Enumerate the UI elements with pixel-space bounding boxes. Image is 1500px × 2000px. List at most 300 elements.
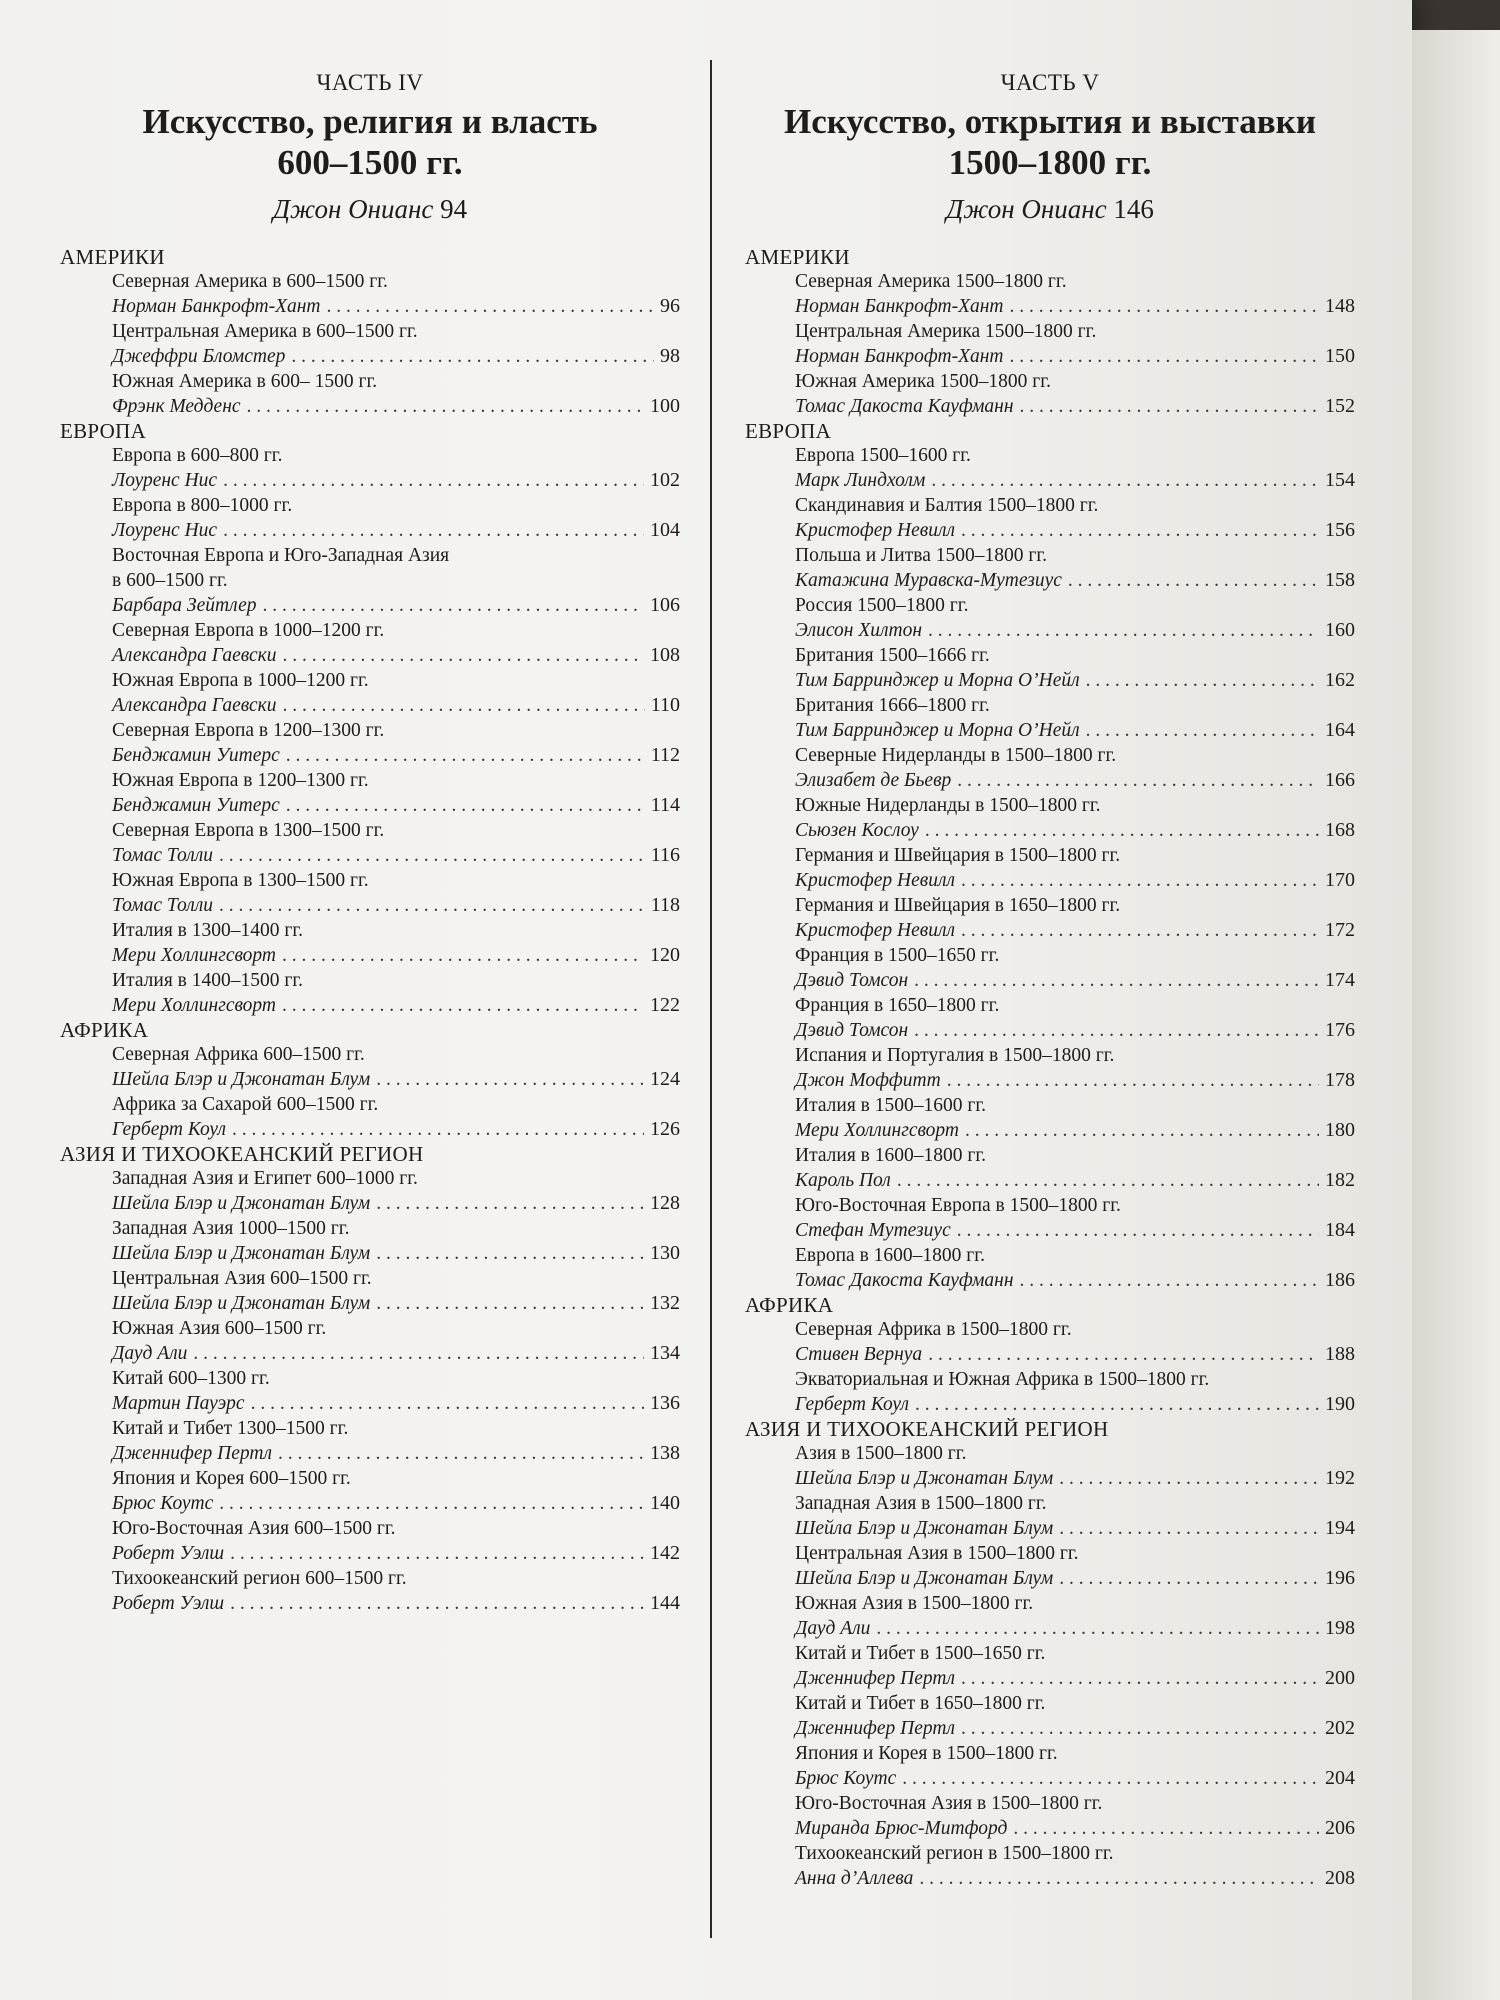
entry-author: Томас Толли xyxy=(112,845,214,866)
dot-leader xyxy=(230,1591,644,1616)
toc-entry-list xyxy=(112,1166,680,1616)
entry-page-number: 168 xyxy=(1325,819,1355,841)
entry-author: Герберт Коул xyxy=(795,1394,910,1415)
entry-title: Центральная Азия 600–1500 гг. xyxy=(112,1268,372,1289)
entry-page-number: 126 xyxy=(650,1118,680,1140)
entry-title: Китай и Тибет 1300–1500 гг. xyxy=(112,1418,349,1439)
entry-author: Кристофер Невилл xyxy=(795,870,956,891)
entry-title: Юго-Восточная Азия 600–1500 гг. xyxy=(112,1518,396,1539)
part-v-column xyxy=(745,70,1355,1891)
entry-author-line xyxy=(795,468,1355,493)
entry-author: Мери Холлингсворт xyxy=(795,1120,960,1141)
entry-author-line xyxy=(795,768,1355,793)
entry-page-number: 124 xyxy=(650,1068,680,1090)
toc-entry-list xyxy=(112,1042,680,1142)
entry-author-line xyxy=(112,1291,680,1316)
entry-author-line xyxy=(795,1466,1355,1491)
toc-entry xyxy=(795,1367,1355,1417)
dot-leader xyxy=(219,893,645,918)
dot-leader xyxy=(326,294,654,319)
entry-page-number: 102 xyxy=(650,469,680,491)
entry-author: Стивен Вернуа xyxy=(795,1344,923,1365)
entry-page-number: 176 xyxy=(1325,1019,1355,1041)
entry-title: Южная Европа в 1000–1200 гг. xyxy=(112,670,369,691)
dot-leader xyxy=(376,1241,644,1266)
entry-page-number: 134 xyxy=(650,1342,680,1364)
entry-title: Западная Азия 1000–1500 гг. xyxy=(112,1218,350,1239)
toc-entry xyxy=(112,1042,680,1092)
entry-author-line xyxy=(795,1068,1355,1093)
entry-title: Россия 1500–1800 гг. xyxy=(795,595,969,616)
part-author-page: 146 xyxy=(1113,194,1154,224)
toc-entry xyxy=(112,818,680,868)
entry-page-number: 106 xyxy=(650,594,680,616)
entry-author-line xyxy=(795,1816,1355,1841)
entry-page-number: 164 xyxy=(1325,719,1355,741)
part-label: ЧАСТЬ IV xyxy=(316,70,424,95)
dot-leader xyxy=(1013,1816,1319,1841)
toc-entry xyxy=(795,593,1355,643)
entry-title: Китай и Тибет в 1650–1800 гг. xyxy=(795,1693,1046,1714)
entry-page-number: 166 xyxy=(1325,769,1355,791)
entry-title: Италия в 1500–1600 гг. xyxy=(795,1095,987,1116)
entry-author-line xyxy=(112,643,680,668)
entry-page-number: 192 xyxy=(1325,1467,1355,1489)
entry-author: Бенджамин Уитерс xyxy=(112,795,280,816)
entry-author-line xyxy=(795,968,1355,993)
entry-title: Западная Азия в 1500–1800 гг. xyxy=(795,1493,1047,1514)
entry-title: Юго-Восточная Европа в 1500–1800 гг. xyxy=(795,1195,1121,1216)
entry-author: Джеффри Бломстер xyxy=(112,346,286,367)
part-years: 600–1500 гг. xyxy=(277,143,463,182)
entry-author: Брюс Коутс xyxy=(795,1768,897,1789)
entry-title: Испания и Португалия в 1500–1800 гг. xyxy=(795,1045,1115,1066)
entry-author: Дженнифер Пертл xyxy=(112,1443,272,1464)
entry-author-line xyxy=(112,693,680,718)
entry-author-line xyxy=(795,1766,1355,1791)
entry-page-number: 150 xyxy=(1325,345,1355,367)
toc-entry xyxy=(795,369,1355,419)
entry-title: Южная Европа в 1300–1500 гг. xyxy=(112,870,369,891)
toc-entry xyxy=(795,1441,1355,1491)
toc-entry xyxy=(112,1316,680,1366)
toc-entry xyxy=(112,319,680,369)
region-heading: АМЕРИКИ xyxy=(60,245,165,269)
toc-entry xyxy=(112,968,680,1018)
entry-page-number: 118 xyxy=(650,894,680,916)
toc-entry-list xyxy=(112,269,680,419)
entry-author-line xyxy=(795,394,1355,419)
dot-leader xyxy=(1059,1466,1319,1491)
entry-author-line xyxy=(795,668,1355,693)
entry-page-number: 110 xyxy=(650,694,680,716)
entry-author-line xyxy=(795,868,1355,893)
toc-entry-list xyxy=(795,1441,1355,1891)
entry-author-line xyxy=(795,1516,1355,1541)
dot-leader xyxy=(876,1616,1319,1641)
entry-author-line xyxy=(795,1168,1355,1193)
toc-entry xyxy=(112,1466,680,1516)
dot-leader xyxy=(223,518,644,543)
entry-title: Северная Америка в 600–1500 гг. xyxy=(112,271,388,292)
dot-leader xyxy=(282,943,644,968)
entry-title: Китай и Тибет в 1500–1650 гг. xyxy=(795,1643,1046,1664)
part-author-line xyxy=(60,194,680,225)
part-title: Искусство, открытия и выставки xyxy=(783,102,1317,141)
entry-author-line xyxy=(112,518,680,543)
entry-author: Норман Банкрофт-Хант xyxy=(112,296,321,317)
entry-author: Мери Холлингсворт xyxy=(112,995,277,1016)
entry-author: Александра Гаевски xyxy=(112,695,277,716)
entry-title: Германия и Швейцария в 1500–1800 гг. xyxy=(795,845,1121,866)
entry-author-line xyxy=(112,1191,680,1216)
entry-page-number: 100 xyxy=(650,395,680,417)
toc-entry xyxy=(112,443,680,493)
entry-author: Кароль Пол xyxy=(795,1170,891,1191)
entry-author-line xyxy=(795,518,1355,543)
entry-page-number: 104 xyxy=(650,519,680,541)
entry-page-number: 108 xyxy=(650,644,680,666)
toc-entry xyxy=(795,1491,1355,1541)
entry-title: Северная Африка в 1500–1800 гг. xyxy=(795,1319,1072,1340)
region-heading: АФРИКА xyxy=(60,1018,149,1042)
entry-title: Тихоокеанский регион в 1500–1800 гг. xyxy=(795,1843,1114,1864)
dot-leader xyxy=(928,1342,1319,1367)
toc-entry xyxy=(795,1791,1355,1841)
entry-title: Скандинавия и Балтия 1500–1800 гг. xyxy=(795,495,1099,516)
entry-page-number: 170 xyxy=(1325,869,1355,891)
dot-leader xyxy=(283,693,645,718)
entry-page-number: 158 xyxy=(1325,569,1355,591)
entry-author-line xyxy=(795,1866,1355,1891)
entry-title: Центральная Азия в 1500–1800 гг. xyxy=(795,1543,1079,1564)
entry-page-number: 182 xyxy=(1325,1169,1355,1191)
part-author-page: 94 xyxy=(440,194,468,224)
entry-author: Элизабет де Бьевр xyxy=(795,770,952,791)
entry-title: Центральная Америка в 600–1500 гг. xyxy=(112,321,418,342)
entry-page-number: 194 xyxy=(1325,1517,1355,1539)
part-author: Джон Онианс xyxy=(272,194,434,224)
entry-page-number: 144 xyxy=(650,1592,680,1614)
entry-title: Северная Европа в 1300–1500 гг. xyxy=(112,820,385,841)
next-page-edge xyxy=(1412,30,1500,2000)
entry-page-number: 204 xyxy=(1325,1767,1355,1789)
entry-page-number: 202 xyxy=(1325,1717,1355,1739)
dot-leader xyxy=(897,1168,1319,1193)
dot-leader xyxy=(262,593,644,618)
entry-page-number: 142 xyxy=(650,1542,680,1564)
entry-author-line xyxy=(795,1218,1355,1243)
entry-author-line xyxy=(795,918,1355,943)
entry-author: Дауд Али xyxy=(795,1618,871,1639)
entry-author: Лоуренс Нис xyxy=(112,520,218,541)
entry-author-line xyxy=(112,743,680,768)
dot-leader xyxy=(291,344,654,369)
entry-page-number: 198 xyxy=(1325,1617,1355,1639)
toc-entry xyxy=(112,1216,680,1266)
entry-author-line xyxy=(795,718,1355,743)
dot-leader xyxy=(1086,718,1319,743)
entry-page-number: 116 xyxy=(650,844,680,866)
entry-author-line xyxy=(112,468,680,493)
toc-entry xyxy=(112,369,680,419)
dot-leader xyxy=(278,1441,644,1466)
entry-author: Дэвид Томсон xyxy=(795,970,909,991)
entry-page-number: 148 xyxy=(1325,295,1355,317)
entry-author: Стефан Мутезиус xyxy=(795,1220,951,1241)
toc-entry xyxy=(112,1566,680,1616)
entry-author-line xyxy=(795,294,1355,319)
toc-entry xyxy=(112,718,680,768)
dot-leader xyxy=(1020,394,1320,419)
toc-entry xyxy=(795,1841,1355,1891)
toc-sections xyxy=(60,245,680,1616)
entry-page-number: 206 xyxy=(1325,1817,1355,1839)
dot-leader xyxy=(1059,1566,1319,1591)
region-heading: АЗИЯ И ТИХООКЕАНСКИЙ РЕГИОН xyxy=(745,1417,1109,1441)
entry-page-number: 96 xyxy=(660,295,680,317)
entry-author: Тим Барринджер и Морна О’Нейл xyxy=(795,670,1080,691)
entry-title-continued: в 600–1500 гг. xyxy=(112,570,228,591)
entry-title: Восточная Европа и Юго-Западная Азия xyxy=(112,545,450,566)
entry-page-number: 152 xyxy=(1325,395,1355,417)
toc-entry xyxy=(112,1266,680,1316)
toc-entry xyxy=(795,943,1355,993)
toc-entry xyxy=(795,269,1355,319)
entry-author: Барбара Зейтлер xyxy=(112,595,257,616)
entry-title: Южная Азия 600–1500 гг. xyxy=(112,1318,327,1339)
entry-page-number: 156 xyxy=(1325,519,1355,541)
entry-title: Западная Азия и Египет 600–1000 гг. xyxy=(112,1168,418,1189)
dot-leader xyxy=(219,1491,644,1516)
dot-leader xyxy=(1068,568,1319,593)
entry-page-number: 196 xyxy=(1325,1567,1355,1589)
entry-author-line xyxy=(795,568,1355,593)
region-heading: ЕВРОПА xyxy=(60,419,147,443)
region-heading: АФРИКА xyxy=(745,1293,834,1317)
entry-author: Томас Толли xyxy=(112,895,214,916)
entry-page-number: 112 xyxy=(650,744,680,766)
entry-author: Томас Дакоста Кауфманн xyxy=(795,396,1014,417)
toc-entry xyxy=(795,543,1355,593)
entry-title: Южная Европа в 1200–1300 гг. xyxy=(112,770,369,791)
entry-title: Франция в 1650–1800 гг. xyxy=(795,995,1000,1016)
entry-author: Роберт Уэлш xyxy=(112,1593,225,1614)
dot-leader xyxy=(1020,1268,1320,1293)
entry-title: Центральная Америка 1500–1800 гг. xyxy=(795,321,1097,342)
entry-page-number: 160 xyxy=(1325,619,1355,641)
entry-title: Италия в 1400–1500 гг. xyxy=(112,970,304,991)
entry-author-line xyxy=(112,1541,680,1566)
entry-page-number: 120 xyxy=(650,944,680,966)
entry-page-number: 128 xyxy=(650,1192,680,1214)
entry-page-number: 208 xyxy=(1325,1867,1355,1889)
entry-author-line xyxy=(795,1566,1355,1591)
entry-page-number: 180 xyxy=(1325,1119,1355,1141)
toc-entry xyxy=(795,693,1355,743)
entry-author-line xyxy=(795,1118,1355,1143)
entry-author: Норман Банкрофт-Хант xyxy=(795,346,1004,367)
entry-author-line xyxy=(795,344,1355,369)
entry-author-line xyxy=(112,1067,680,1092)
entry-page-number: 154 xyxy=(1325,469,1355,491)
region-heading: АЗИЯ И ТИХООКЕАНСКИЙ РЕГИОН xyxy=(60,1142,424,1166)
entry-page-number: 178 xyxy=(1325,1069,1355,1091)
dot-leader xyxy=(223,468,644,493)
entry-title: Польша и Литва 1500–1800 гг. xyxy=(795,545,1048,566)
entry-page-number: 190 xyxy=(1325,1393,1355,1415)
dot-leader xyxy=(947,1068,1319,1093)
toc-entry xyxy=(112,1166,680,1216)
entry-title: Европа 1500–1600 гг. xyxy=(795,445,971,466)
entry-title: Северная Америка 1500–1800 гг. xyxy=(795,271,1067,292)
toc-entry xyxy=(112,1366,680,1416)
entry-author-line xyxy=(795,1666,1355,1691)
entry-author-line xyxy=(795,818,1355,843)
entry-author: Шейла Блэр и Джонатан Блум xyxy=(795,1468,1054,1489)
entry-title: Япония и Корея в 1500–1800 гг. xyxy=(795,1743,1058,1764)
entry-page-number: 200 xyxy=(1325,1667,1355,1689)
entry-author-line xyxy=(112,793,680,818)
entry-author: Шейла Блэр и Джонатан Блум xyxy=(795,1568,1054,1589)
dot-leader xyxy=(219,843,645,868)
column-divider xyxy=(710,60,712,1938)
entry-author-line xyxy=(795,1392,1355,1417)
entry-page-number: 138 xyxy=(650,1442,680,1464)
entry-title: Британия 1666–1800 гг. xyxy=(795,695,990,716)
entry-title: Юго-Восточная Азия в 1500–1800 гг. xyxy=(795,1793,1103,1814)
entry-author: Роберт Уэлш xyxy=(112,1543,225,1564)
entry-title: Франция в 1500–1650 гг. xyxy=(795,945,1000,966)
toc-entry xyxy=(795,1691,1355,1741)
dot-leader xyxy=(961,518,1319,543)
entry-author: Мартин Пауэрс xyxy=(112,1393,245,1414)
entry-title: Европа в 1600–1800 гг. xyxy=(795,1245,985,1266)
entry-author: Шейла Блэр и Джонатан Блум xyxy=(112,1243,371,1264)
region-heading: ЕВРОПА xyxy=(745,419,832,443)
entry-title: Азия в 1500–1800 гг. xyxy=(795,1443,967,1464)
toc-entry-list xyxy=(795,443,1355,1293)
part-author: Джон Онианс xyxy=(946,194,1107,224)
toc-entry xyxy=(112,1516,680,1566)
dot-leader xyxy=(928,618,1319,643)
toc-entry xyxy=(112,493,680,543)
toc-entry xyxy=(795,643,1355,693)
dot-leader xyxy=(1009,294,1319,319)
entry-author: Александра Гаевски xyxy=(112,645,277,666)
entry-author-line xyxy=(112,1341,680,1366)
entry-author-line xyxy=(112,394,680,419)
dot-leader xyxy=(286,793,645,818)
dot-leader xyxy=(961,1716,1319,1741)
entry-author-line xyxy=(112,1441,680,1466)
entry-author: Кристофер Невилл xyxy=(795,920,956,941)
entry-author: Шейла Блэр и Джонатан Блум xyxy=(795,1518,1054,1539)
entry-page-number: 122 xyxy=(650,994,680,1016)
entry-page-number: 130 xyxy=(650,1242,680,1264)
toc-entry xyxy=(795,443,1355,493)
entry-page-number: 136 xyxy=(650,1392,680,1414)
toc-entry xyxy=(112,269,680,319)
entry-author: Брюс Коутс xyxy=(112,1493,214,1514)
entry-author: Норман Банкрофт-Хант xyxy=(795,296,1004,317)
dot-leader xyxy=(919,1866,1319,1891)
entry-title: Британия 1500–1666 гг. xyxy=(795,645,990,666)
entry-author: Бенджамин Уитерс xyxy=(112,745,280,766)
entry-author: Дженнифер Пертл xyxy=(795,1668,955,1689)
entry-author: Шейла Блэр и Джонатан Блум xyxy=(112,1069,371,1090)
dot-leader xyxy=(193,1341,644,1366)
entry-author-line xyxy=(112,843,680,868)
dot-leader xyxy=(376,1291,644,1316)
entry-page-number: 174 xyxy=(1325,969,1355,991)
entry-author-line xyxy=(112,593,680,618)
toc-entry xyxy=(795,1541,1355,1591)
toc-sections xyxy=(745,245,1355,1891)
part-years: 1500–1800 гг. xyxy=(948,143,1152,182)
entry-author-line xyxy=(112,943,680,968)
dot-leader xyxy=(1059,1516,1319,1541)
entry-author-line xyxy=(112,1391,680,1416)
entry-author: Элисон Хилтон xyxy=(795,620,923,641)
dot-leader xyxy=(1009,344,1319,369)
toc-entry xyxy=(112,618,680,668)
toc-entry xyxy=(112,543,680,618)
entry-author-line xyxy=(112,294,680,319)
entry-title: Южная Америка 1500–1800 гг. xyxy=(795,371,1051,392)
entry-author-line xyxy=(112,993,680,1018)
entry-author: Джон Моффитт xyxy=(795,1070,941,1091)
entry-title: Южные Нидерланды в 1500–1800 гг. xyxy=(795,795,1101,816)
entry-author-line xyxy=(795,1616,1355,1641)
entry-page-number: 184 xyxy=(1325,1219,1355,1241)
entry-author-line xyxy=(112,1117,680,1142)
dot-leader xyxy=(282,993,644,1018)
entry-author: Тим Барринджер и Морна О’Нейл xyxy=(795,720,1080,741)
dot-leader xyxy=(915,1392,1319,1417)
entry-title: Южная Америка в 600– 1500 гг. xyxy=(112,371,378,392)
entry-title: Экваториальная и Южная Африка в 1500–1800 гг. xyxy=(795,1369,1210,1390)
dot-leader xyxy=(376,1067,644,1092)
toc-entry xyxy=(795,993,1355,1043)
entry-author-line xyxy=(112,893,680,918)
toc-entry xyxy=(112,1092,680,1142)
toc-entry xyxy=(795,1093,1355,1143)
entry-page-number: 98 xyxy=(660,345,680,367)
entry-author: Анна д’Аллева xyxy=(795,1868,914,1889)
entry-author-line xyxy=(795,618,1355,643)
entry-title: Африка за Сахарой 600–1500 гг. xyxy=(112,1094,379,1115)
entry-author-line xyxy=(795,1716,1355,1741)
dot-leader xyxy=(902,1766,1319,1791)
entry-author: Томас Дакоста Кауфманн xyxy=(795,1270,1014,1291)
dot-leader xyxy=(376,1191,644,1216)
toc-entry xyxy=(795,319,1355,369)
dot-leader xyxy=(286,743,645,768)
entry-author: Фрэнк Медденс xyxy=(112,396,241,417)
dot-leader xyxy=(957,768,1319,793)
entry-author-line xyxy=(112,1591,680,1616)
toc-entry xyxy=(795,1741,1355,1791)
toc-entry xyxy=(795,843,1355,893)
entry-title: Китай 600–1300 гг. xyxy=(112,1368,270,1389)
toc-entry xyxy=(795,1641,1355,1691)
entry-title: Северная Африка 600–1500 гг. xyxy=(112,1044,365,1065)
toc-entry xyxy=(795,1591,1355,1641)
entry-page-number: 172 xyxy=(1325,919,1355,941)
dot-leader xyxy=(931,468,1319,493)
part-label: ЧАСТЬ V xyxy=(1000,70,1100,95)
